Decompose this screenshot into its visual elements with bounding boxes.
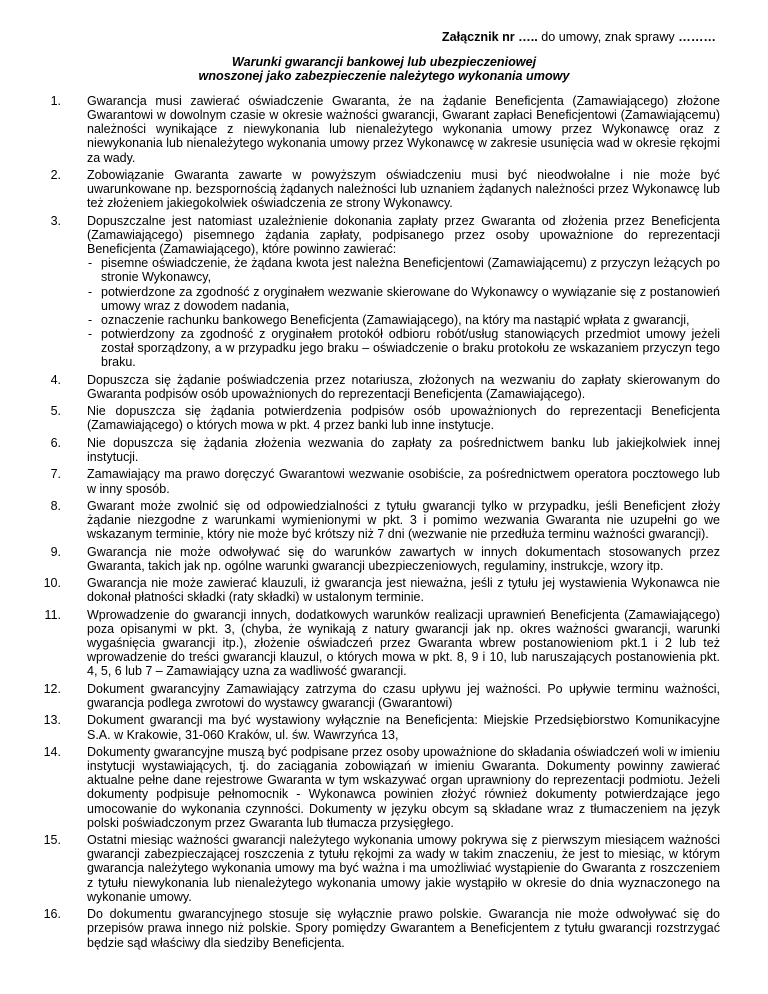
condition-item <box>28 467 720 495</box>
annex-reference-text: do umowy, znak sprawy <box>537 30 679 44</box>
sub-item-text: oznaczenie rachunku bankowego Beneficjenta (Zamawiającego), na który ma nastąpić wpłata z gwarancji, <box>101 312 690 327</box>
sub-item <box>87 313 720 327</box>
item-number: 9. <box>50 544 61 559</box>
title-line-1: Warunki gwarancji bankowej lub ubezpieczeniowej <box>231 55 537 69</box>
item-text: Gwarancja musi zawierać oświadczenie Gwaranta, że na żądanie Beneficjenta (Zamawiającego) złożone Gwarantowi w dowolnym czasie w okresie ważności gwarancji, Gwarant zapłaci Beneficjentowi (Zamawiającemu) należności wynikające z niewykonania lub nienależytego wykonania umowy przez Wykonawcę oraz z niewykonania lub nienależytego wykonania umowy przez Wykonawcę w zakresie usunięcia wad w okresie rękojmi za wady. <box>87 94 720 165</box>
item-text: Do dokumentu gwarancyjnego stosuje się wyłącznie prawo polskie. Gwarancja nie może odwoływać się do przepisów prawa innego niż polskie. Spory pomiędzy Gwarantem a Beneficjentem z tytułu gwarancji rozstrzygać będzie sąd właściwy dla siedziby Beneficjenta. <box>87 907 720 950</box>
sub-item-text: potwierdzone za zgodność z oryginałem wezwanie skierowane do Wykonawcy o wywiązanie się z postanowień umowy wraz z dowodem nadania, <box>101 284 720 313</box>
item-number: 12. <box>43 681 61 696</box>
condition-item <box>28 608 720 679</box>
item-number: 13. <box>43 713 61 728</box>
item-text: Zobowiązanie Gwaranta zawarte w powyższym oświadczeniu musi być nieodwołalne i nie może być uwarunkowane np. bezspornością żądanych należności lub uznaniem żądanych należności przez Wykonawcę lub też złożeniem jakiegokolwiek oświadczenia ze strony Wykonawcy. <box>87 168 720 211</box>
condition-item <box>28 168 720 210</box>
dash-marker: - <box>88 256 93 271</box>
condition-item <box>28 404 720 432</box>
annex-reference <box>442 30 716 44</box>
sub-item <box>87 327 720 369</box>
item-text: Dokument gwarancji ma być wystawiony wyłącznie na Beneficjenta: Miejskie Przedsiębiorstwo Komunikacyjne S.A. w Krakowie, 31-060 Kraków, ul. św. Wawrzyńca 13, <box>87 713 720 742</box>
item-text: Dopuszcza się żądanie poświadczenia przez notariusza, złożonych na wezwaniu do zapłaty skierowanym do Gwaranta podpisów osób upoważnionych do reprezentacji Beneficjenta (Zamawiającego). <box>87 372 720 401</box>
conditions-list <box>28 94 720 953</box>
item-number: 6. <box>50 435 61 450</box>
condition-item <box>28 94 720 165</box>
sub-item <box>87 256 720 284</box>
item-text: Nie dopuszcza się żądania potwierdzenia podpisów osób upoważnionych do reprezentacji Beneficjenta (Zamawiającego) o których mowa w pkt. 4 przez banki lub inne instytucje. <box>87 404 720 433</box>
item-number: 16. <box>43 907 61 922</box>
item-text: Dopuszczalne jest natomiast uzależnienie dokonania zapłaty przez Gwaranta od złożenia przez Beneficjenta (Zamawiającego) pisemnego żądania zapłaty, podpisanego przez osoby upoważnione do reprezentacji Beneficjenta (Zamawiającego), które powinno zawierać: <box>87 213 720 257</box>
dash-marker: - <box>88 284 93 299</box>
item-number: 15. <box>43 833 61 848</box>
item-number: 3. <box>50 213 61 228</box>
condition-item <box>28 682 720 710</box>
item-number: 7. <box>50 467 61 482</box>
item-text: Gwarancja nie może zawierać klauzuli, iż gwarancja jest nieważna, jeśli z tytułu jej wystawienia Wykonawca nie dokonał płatności składki (raty składki) w ustalonym terminie. <box>87 576 720 605</box>
item-number: 1. <box>50 94 61 108</box>
item-text: Zamawiający ma prawo doręczyć Gwarantowi wezwanie osobiście, za pośrednictwem operatora pocztowego lub w inny sposób. <box>87 467 720 496</box>
condition-item <box>28 545 720 573</box>
condition-item <box>28 745 720 830</box>
document-title <box>0 55 768 83</box>
dash-marker: - <box>88 312 93 327</box>
condition-item <box>28 436 720 464</box>
dash-marker: - <box>88 327 93 341</box>
case-number: ……… <box>678 30 716 44</box>
item-text: Wprowadzenie do gwarancji innych, dodatkowych warunków realizacji uprawnień Beneficjenta (Zamawiającego) poza opisanymi w pkt. 3, (chyba, że wynikają z natury gwarancji jak np. okres ważności gwarancji, warunki wygaśnięcia gwarancji itp.), złożenie oświadczeń przez Gwaranta wbrew postanowieniom pkt.1 i 2 lub też wprowadzenie do treści gwarancji klauzul, o których mowa w pkt. 8, 9 i 10, lub naruszających postanowienia pkt. 4, 5, 6 lub 7 – Zamawiający uzna za wadliwość gwarancji. <box>87 607 720 679</box>
condition-item <box>28 499 720 541</box>
item-text: Dokumenty gwarancyjne muszą być podpisane przez osoby upoważnione do składania oświadczeń woli w imieniu instytucji wystawiających, tj. do zaciągania zobowiązań w imieniu Gwaranta. Dokumenty powinny zawierać aktualne pełne dane rejestrowe Gwaranta w tym wskazywać organ uprawniony do reprezentacji podmiotu. Jeżeli dokumenty podpisuje pełnomocnik - Wykonawca powinien złożyć również dokumenty potwierdzające jego umocowanie do wykonania czynności. Dokumenty w języku obcym są składane wraz z tłumaczeniem na język polski poświadczonym przez Gwaranta lub tłumacza przysięgłego. <box>87 744 720 830</box>
sub-item-text: pisemne oświadczenie, że żądana kwota jest należna Beneficjentowi (Zamawiającemu) z przyczyn leżących po stronie Wykonawcy, <box>101 256 720 285</box>
item-text: Dokument gwarancyjny Zamawiający zatrzyma do czasu upływu jej ważności. Po upływie terminu ważności, gwarancja podlega zwrotowi do wystawcy gwarancji (Gwarantowi) <box>87 681 720 710</box>
condition-item <box>28 373 720 401</box>
item-text: Nie dopuszcza się żądania złożenia wezwania do zapłaty za pośrednictwem banku lub jakiejkolwiek innej instytucji. <box>87 435 720 464</box>
condition-item <box>28 214 720 370</box>
sub-item-text: potwierdzony za zgodność z oryginałem protokół odbioru robót/usług stanowiących przedmiot umowy jeżeli został sporządzony, a w przypadku jego braku – oświadczenie o braku protokołu ze wskazaniem przyczyn tego braku. <box>101 327 720 370</box>
item-number: 4. <box>50 372 61 387</box>
condition-item <box>28 576 720 604</box>
annex-number: Załącznik nr ….. <box>441 30 538 44</box>
item-number: 8. <box>50 498 61 513</box>
item-text: Ostatni miesiąc ważności gwarancji należytego wykonania umowy pokrywa się z pierwszym miesiącem ważności gwarancji zabezpieczającej roszczenia z tytułu rękojmi za wady w takim znaczeniu, że jest to miesiąc, w którym gwarancja należytego wykonania umowy ma być ważna i ma umożliwiać wystąpienie do Gwaranta z roszczeniem z tytułu niewykonania lub nienależytego wykonania umowy jakie wystąpiło w okresie do dnia wyznaczonego na wykonanie umowy. <box>87 833 720 904</box>
item-number: 11. <box>44 607 61 622</box>
item-number: 2. <box>50 168 61 183</box>
item-number: 14. <box>43 744 61 759</box>
condition-item <box>28 907 720 949</box>
item-number: 10. <box>43 576 61 591</box>
item-text: Gwarancja nie może odwoływać się do warunków zawartych w innych dokumentach stosowanych przez Gwaranta, takich jak np. ogólne warunki gwarancji ubezpieczeniowych, regulaminy, instrukcje, wzory itp. <box>87 544 720 573</box>
item-text: Gwarant może zwolnić się od odpowiedzialności z tytułu gwarancji tylko w przypadku, jeśli Beneficjent złoży żądanie niezgodne z warunkami wymienionymi w pkt. 3 i pomimo wezwania Gwaranta nie uzupełni go we wskazanym terminie, który nie może być krótszy niż 7 dni (wezwanie nie przedłuża terminu ważności gwarancji). <box>87 498 720 542</box>
sub-list <box>87 256 720 369</box>
condition-item <box>28 833 720 904</box>
item-number: 5. <box>50 404 61 419</box>
title-line-2: wnoszonej jako zabezpieczenie należytego wykonania umowy <box>198 69 570 83</box>
condition-item <box>28 713 720 741</box>
sub-item <box>87 285 720 313</box>
